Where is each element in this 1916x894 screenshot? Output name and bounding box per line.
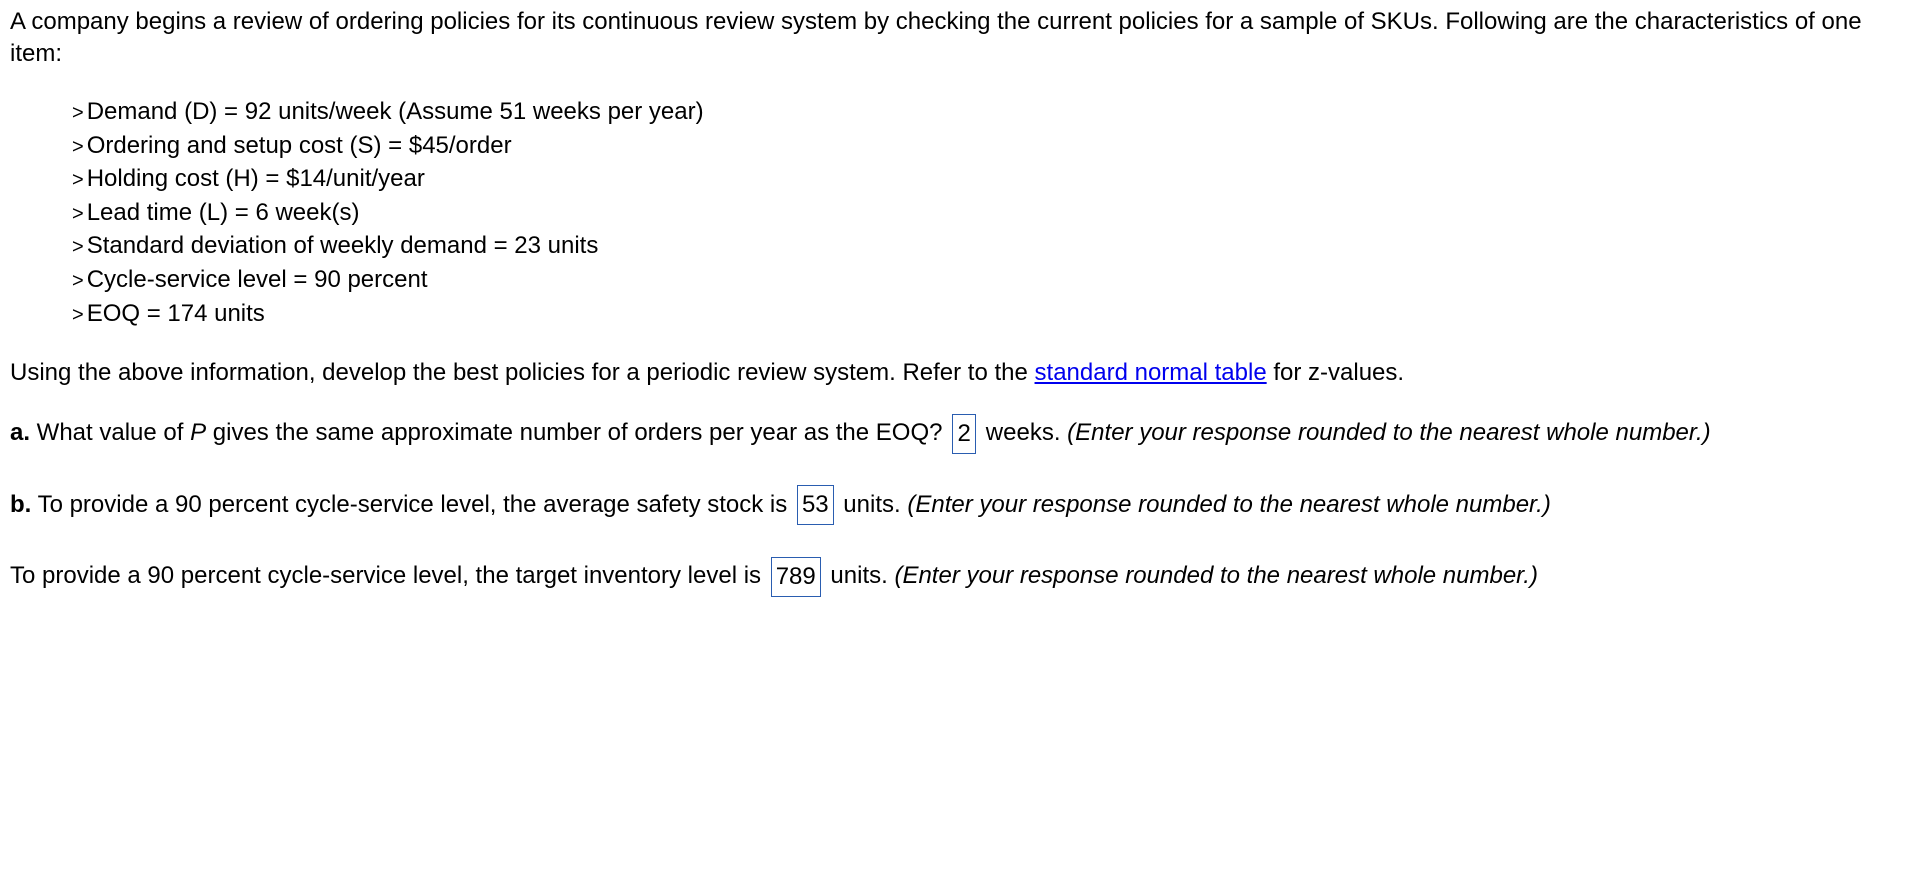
question-letter: a. (10, 419, 31, 447)
question-letter: b. (10, 490, 32, 518)
characteristic-text: EOQ = 174 units (86, 299, 265, 327)
characteristic-text: Demand (D) = 92 units/week (Assume 51 weeks per year) (86, 98, 704, 125)
answer-input-safety-stock[interactable]: 53 (797, 485, 834, 525)
characteristic-text: Lead time (L) = 6 week(s) (86, 198, 360, 226)
bullet-marker: > (72, 102, 84, 124)
rounding-hint: (Enter your response rounded to the nearest whole number.) (894, 562, 1538, 590)
bullet-marker: > (72, 269, 84, 292)
bullet-marker: > (72, 303, 84, 326)
answer-input-target-inventory[interactable]: 789 (771, 557, 821, 597)
characteristic-text: Standard deviation of weekly demand = 23 units (86, 232, 599, 260)
item-characteristics-list (72, 96, 1906, 331)
characteristic-item (72, 130, 1906, 164)
bullet-marker: > (72, 236, 84, 259)
characteristic-item (72, 163, 1906, 197)
characteristic-item (72, 298, 1906, 332)
question-text: To provide a 90 percent cycle-service level, the target inventory level is (10, 562, 768, 590)
variable-p: P (190, 419, 207, 447)
rounding-hint: (Enter your response rounded to the nearest whole number.) (1067, 419, 1711, 447)
instructions-line (10, 357, 1906, 389)
answer-unit: units. (823, 562, 895, 590)
rounding-hint: (Enter your response rounded to the nearest whole number.) (907, 490, 1551, 518)
instructions-text: Using the above information, develop the best policies for a periodic review system. Refer to the (10, 359, 1035, 387)
characteristic-text: Holding cost (H) = $14/unit/year (86, 165, 425, 193)
question-b (10, 485, 1906, 526)
question-target-inventory (10, 556, 1906, 597)
bullet-marker: > (72, 169, 84, 192)
question-text: gives the same approximate number of orders per year as the EOQ? (206, 419, 950, 447)
problem-intro: A company begins a review of ordering policies for its continuous review system by checking the current policies for a sample of SKUs. Following are the characteristics of one item: (10, 8, 1862, 67)
answer-unit: weeks. (979, 419, 1068, 447)
characteristic-item (72, 96, 1906, 130)
characteristic-item (72, 197, 1906, 231)
question-text: What value of (30, 419, 191, 447)
characteristic-item (72, 264, 1906, 298)
answer-unit: units. (836, 490, 908, 518)
question-a (10, 413, 1906, 454)
question-text: To provide a 90 percent cycle-service level, the average safety stock is (31, 490, 794, 518)
answer-input-p[interactable]: 2 (952, 414, 976, 454)
characteristic-text: Ordering and setup cost (S) = $45/order (86, 131, 512, 159)
standard-normal-table-link[interactable]: standard normal table (1034, 359, 1267, 387)
characteristic-text: Cycle-service level = 90 percent (86, 265, 428, 293)
characteristic-item (72, 230, 1906, 264)
instructions-text-end: for z-values. (1266, 359, 1405, 387)
bullet-marker: > (72, 202, 84, 225)
bullet-marker: > (72, 135, 84, 158)
